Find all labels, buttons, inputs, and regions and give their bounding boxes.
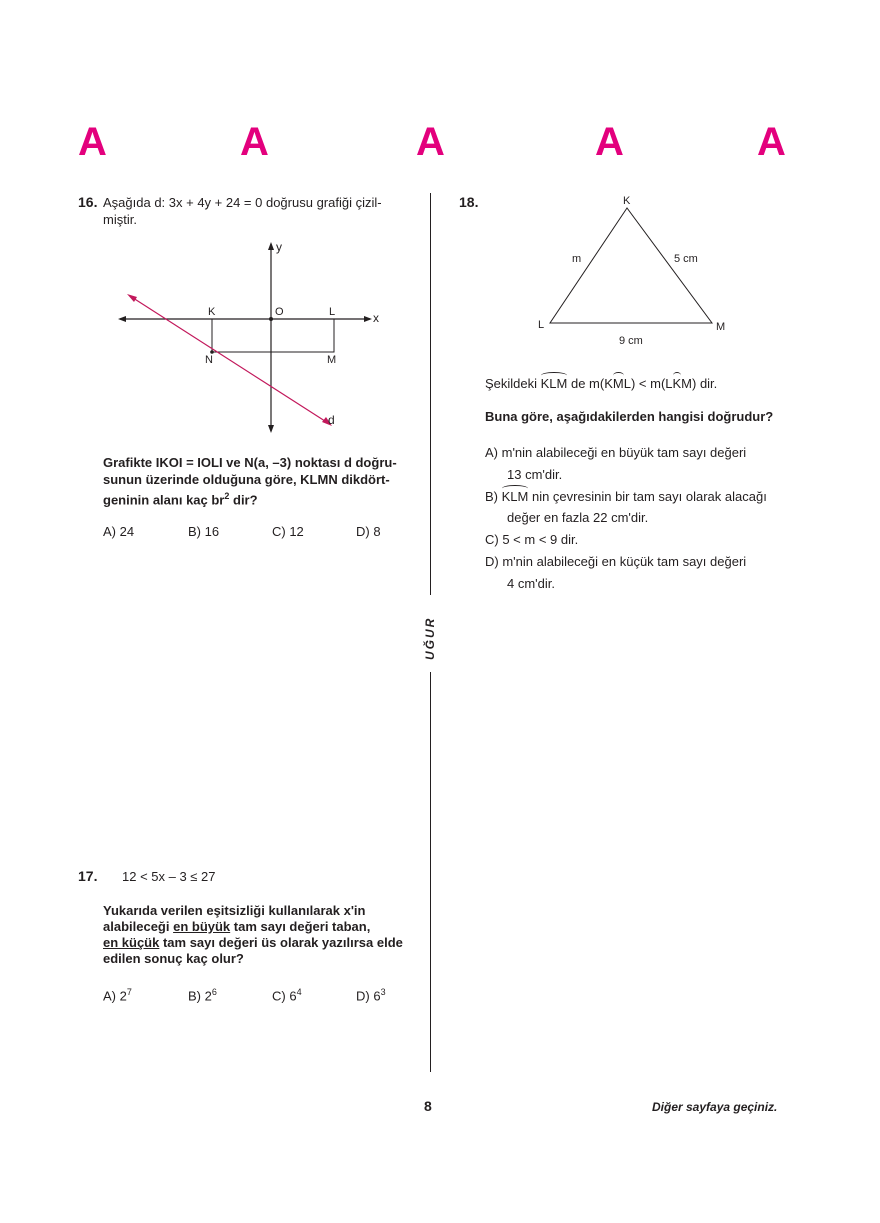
q16-graph xyxy=(110,236,400,436)
q18-option-d[interactable]: D) m'nin alabileceği en küçük tam sayı değeri xyxy=(485,554,747,569)
q16-stem-line3: geninin alanı kaç $br^2$ dir? xyxy=(103,491,258,508)
line-d xyxy=(130,296,328,423)
booklet-letter-5: A xyxy=(757,120,786,164)
column-divider-bottom xyxy=(430,672,431,1072)
q18-option-b[interactable]: B) KLM nin çevresinin bir tam sayı olarak alacağı xyxy=(485,489,767,504)
page-number: 8 xyxy=(424,1098,432,1114)
q18-option-a[interactable]: A) m'nin alabileceği en büyük tam sayı değeri xyxy=(485,445,747,460)
label-side-m: m xyxy=(572,253,582,265)
line-d-arrow-left xyxy=(127,294,137,302)
q18-triangle xyxy=(530,190,740,350)
label-side-lm: 9 cm xyxy=(619,335,643,347)
q17-number: 17. xyxy=(78,868,98,884)
q17-inequality: 12 < 5x – 3 ≤ 27 xyxy=(122,869,216,884)
label-y: y xyxy=(276,240,282,254)
label-n: N xyxy=(205,354,213,366)
q16-stem-line1: Grafikte IKOI = IOLI ve N(a, –3) noktası d doğru- xyxy=(103,455,397,470)
x-axis-arrow-right xyxy=(364,316,372,322)
q16-option-a[interactable]: A) 24 xyxy=(103,524,135,539)
q16-option-c[interactable]: C) 12 xyxy=(272,524,304,539)
origin-point xyxy=(269,317,273,321)
q18-number: 18. xyxy=(459,194,479,210)
q16-option-d[interactable]: D) 8 xyxy=(356,524,381,539)
q16-stem-line2: sunun üzerinde olduğuna göre, KLMN dikdört- xyxy=(103,472,390,487)
q16-intro: Aşağıda d: 3x + 4y + 24 = 0 doğrusu grafiği çizil- xyxy=(103,195,382,210)
q18-question: Buna göre, aşağıdakilerden hangisi doğrudur? xyxy=(485,409,774,424)
q18-stem: Şekildeki KLM de m(KML) < m(LKM) dir. xyxy=(485,376,718,391)
booklet-letter-4: A xyxy=(595,120,624,164)
q17-stem-line2: alabileceği en büyük tam sayı değeri taban, xyxy=(103,919,371,934)
q18-option-b-cont[interactable]: değer en fazla 22 cm'dir. xyxy=(507,510,649,525)
q17-option-a[interactable]: A) $2^7$ xyxy=(103,987,132,1004)
q16-number: 16. xyxy=(78,194,98,210)
q17-stem-line1: Yukarıda verilen eşitsizliği kullanılarak x'in xyxy=(103,903,366,918)
q17-option-b[interactable]: B) $2^6$ xyxy=(188,987,217,1004)
label-l: L xyxy=(329,306,336,318)
label-l: L xyxy=(538,319,545,331)
q17-option-c[interactable]: C) $6^4$ xyxy=(272,987,302,1004)
q17-stem-line4: edilen sonuç kaç olur? xyxy=(103,951,244,966)
label-k: K xyxy=(623,195,631,207)
label-m: M xyxy=(327,354,337,366)
q18-option-c[interactable]: C) 5 < m < 9 dir. xyxy=(485,532,579,547)
x-axis-arrow-left xyxy=(118,316,126,322)
booklet-letter-2: A xyxy=(240,120,269,164)
label-side-km: 5 cm xyxy=(674,253,698,265)
y-axis-arrow-down xyxy=(268,425,274,433)
q17-option-d[interactable]: D) $6^3$ xyxy=(356,987,386,1004)
q18-option-a-cont[interactable]: 13 cm'dir. xyxy=(507,467,563,482)
column-divider-top xyxy=(430,193,431,595)
y-axis-arrow-up xyxy=(268,242,274,250)
label-m: M xyxy=(716,321,726,333)
spine-label: UĞUR xyxy=(423,616,437,660)
label-k: K xyxy=(208,306,216,318)
label-x: x xyxy=(373,311,379,325)
triangle-klm xyxy=(550,208,712,323)
booklet-letter-1: A xyxy=(78,120,107,164)
q17-stem-line3: en küçük tam sayı değeri üs olarak yazılırsa elde xyxy=(103,935,403,950)
label-o: O xyxy=(275,306,284,318)
rectangle-klmn xyxy=(212,319,334,352)
label-d: d xyxy=(328,413,335,427)
next-page-note: Diğer sayfaya geçiniz. xyxy=(652,1100,778,1114)
q18-option-d-cont[interactable]: 4 cm'dir. xyxy=(507,576,555,591)
q16-option-b[interactable]: B) 16 xyxy=(188,524,220,539)
booklet-letter-3: A xyxy=(416,120,445,164)
q16-intro-cont: miştir. xyxy=(103,212,137,227)
